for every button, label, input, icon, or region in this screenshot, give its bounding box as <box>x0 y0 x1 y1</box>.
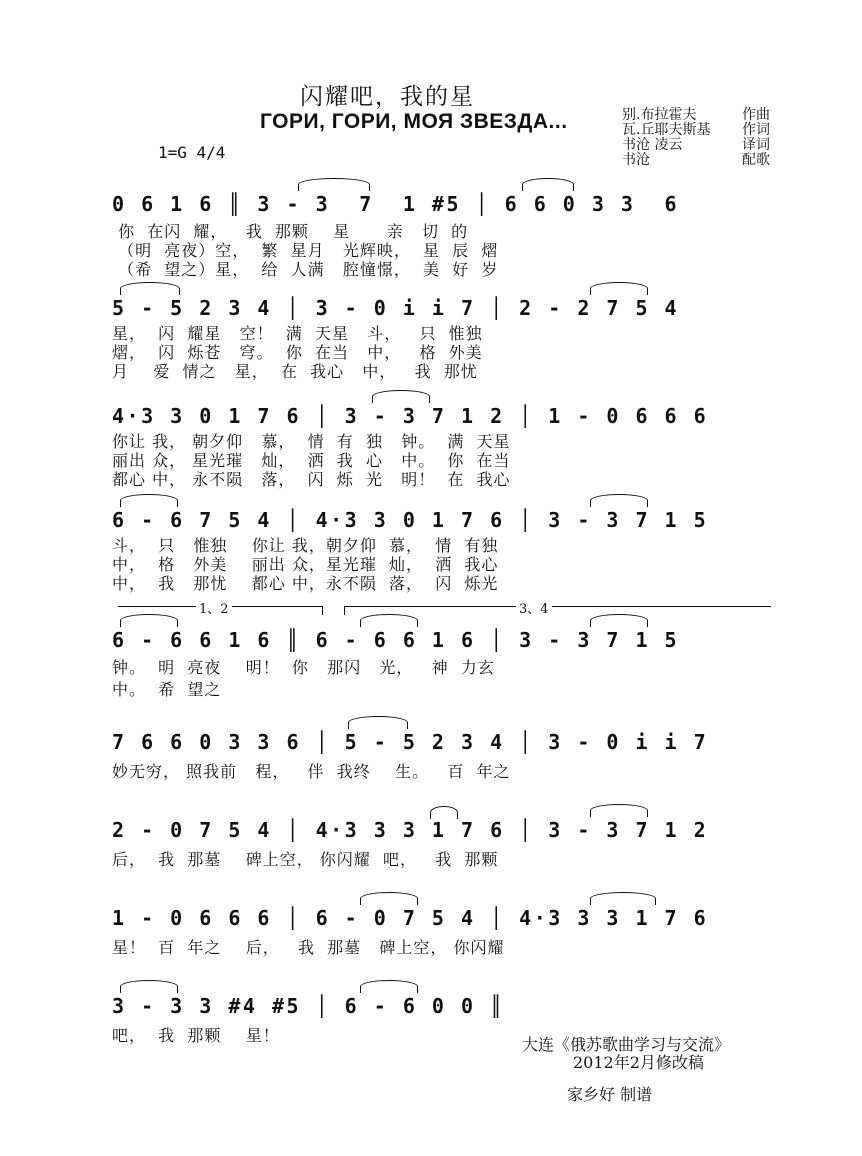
volta-first-label: 1、2 <box>196 598 232 617</box>
lyrics-verse-2: 中， 格 外美 丽出 众，星光璀 灿， 洒 我心 <box>112 555 499 574</box>
key-signature: 1=G 4/4 <box>158 143 226 162</box>
title-chinese: 闪耀吧，我的星 <box>300 84 475 110</box>
lyrics-verse-2: 丽出 众， 星光璀 灿， 洒 我 心 中。 你 在当 <box>112 451 511 470</box>
notation: 3 - 3 3 #4 #5 │ 6 - 6 0 0 ║ <box>112 994 505 1018</box>
lyrics-verse-1: 吧， 我 那颗 星！ <box>112 1026 280 1045</box>
lyrics-verse-1: 星， 闪 耀星 空！ 满 天星 斗， 只 惟独 <box>112 324 483 343</box>
credits <box>622 108 770 168</box>
notation: 1 - 0 6 6 6 │ 6 - 0 7 5 4 │ 4·3 3 3 1 7 6 <box>112 906 709 930</box>
footer-transcriber: 家乡好 制谱 <box>567 1085 653 1104</box>
lyrics-verse-1: 钟。 明 亮夜 明！ 你 那闪 光， 神 力玄 <box>112 658 495 677</box>
lyrics-verse-1: 斗， 只 惟独 你让 我，朝夕仰 慕， 情 有独 <box>112 536 499 555</box>
notation: 4·3 3 0 1 7 6 │ 3 - 3 7 1 2 │ 1 - 0 6 6 6 <box>112 404 709 428</box>
footer-revision: 2012年2月修改稿 <box>573 1053 704 1072</box>
notation: 2 - 0 7 5 4 │ 4·3 3 3 1 7 6 │ 3 - 3 7 1 2 <box>112 818 709 842</box>
footer-source: 大连《俄苏歌曲学习与交流》 <box>522 1035 731 1054</box>
lyrics-verse-1: 你 在闪 耀， 我 那颗 星 亲 切 的 <box>112 222 469 241</box>
lyrics-verse-1: 你让 我， 朝夕仰 慕， 情 有 独 钟。 满 天星 <box>112 432 511 451</box>
title-russian: ГОРИ, ГОРИ, МОЯ ЗВЕЗДА... <box>260 110 568 133</box>
lyrics-verse-3: 都心 中， 永不陨 落， 闪 烁 光 明！ 在 我心 <box>112 470 511 489</box>
notation: 0 6 1 6 ║ 3 - 3 7 1 #5 │ 6 6 0 3 3 6 <box>112 192 680 216</box>
lyrics-verse-3: 月 爱 情之 星， 在 我心 中， 我 那忧 <box>112 362 478 381</box>
lyrics-verse-1: 后， 我 那墓 碑上空， 你闪耀 吧， 我 那颗 <box>112 850 499 869</box>
volta-second-label: 3、4 <box>516 598 552 617</box>
lyrics-verse-2: 熠， 闪 烁苍 穹。 你 在当 中， 格 外美 <box>112 343 483 362</box>
notation: 7 6 6 0 3 3 6 │ 5 - 5 2 3 4 │ 3 - 0 i i 7 <box>112 730 709 754</box>
lyrics-verse-1: 星！ 百 年之 后， 我 那墓 碑上空， 你闪耀 <box>112 938 505 957</box>
notation: 6 - 6 6 1 6 ║ 6 - 6 6 1 6 │ 3 - 3 7 1 5 <box>112 628 680 652</box>
lyrics-verse-2: 中。 希 望之 <box>112 680 222 699</box>
lyrics-verse-3: （希 望之）星， 给 人满 腔憧憬， 美 好 岁 <box>112 260 499 279</box>
credit-composer: 别.布拉霍夫 作曲 <box>622 107 770 123</box>
credit-translator: 书沧 凌云 译词 <box>622 137 770 153</box>
credit-arranger: 书沧 配歌 <box>622 152 770 168</box>
volta-second-line <box>344 606 771 615</box>
lyrics-verse-2: （明 亮夜）空， 繁 星月 光辉映， 星 辰 熠 <box>112 241 499 260</box>
notation: 6 - 6 7 5 4 │ 4·3 3 0 1 7 6 │ 3 - 3 7 1 5 <box>112 508 709 532</box>
lyrics-verse-1: 妙无穷， 照我前 程， 伴 我终 生。 百 年之 <box>112 762 511 781</box>
lyrics-verse-3: 中， 我 那忧 都心 中，永不陨 落， 闪 烁光 <box>112 574 499 593</box>
credit-lyricist: 瓦.丘耶夫斯基 作词 <box>622 122 770 138</box>
notation: 5 - 5 2 3 4 │ 3 - 0 i i 7 │ 2 - 2 7 5 4 <box>112 296 680 320</box>
